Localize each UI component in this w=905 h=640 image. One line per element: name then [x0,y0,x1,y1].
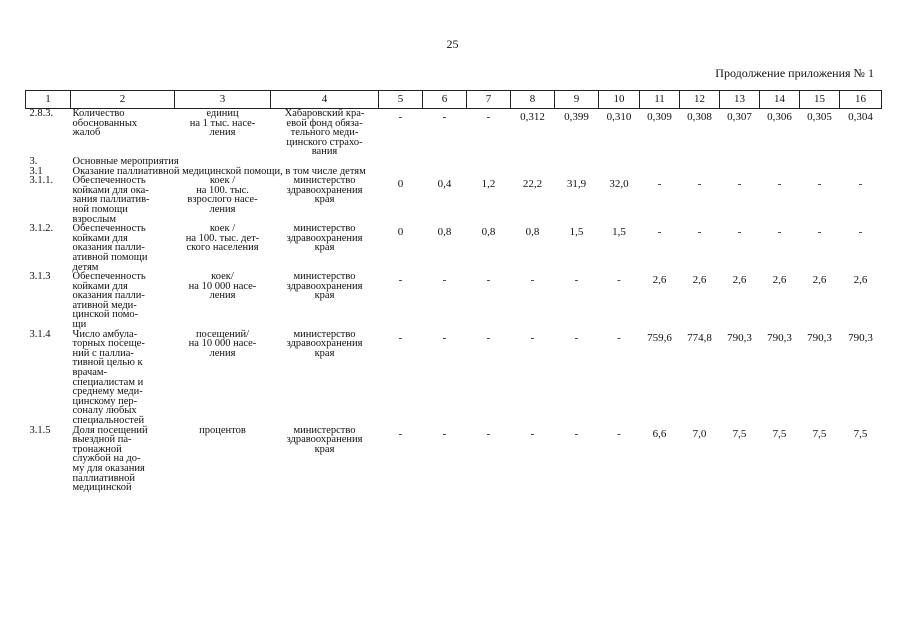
section-number: 3. [29,155,38,167]
table-row [26,176,882,224]
value-cell-col-9: 1,5 [569,226,584,239]
header-cell-12: 12 [680,91,720,109]
value-cell-col-6: - [442,111,447,123]
header-cell-16: 16 [840,91,882,109]
indicator-name: Обеспеченность койками для ока- зания паллиатив- ной помощи взрослым [72,175,150,225]
value-cell-col-15: 790,3 [807,331,832,344]
indicator-name: Обеспеченность койками для оказания палли- ативной помощи детям [72,223,148,273]
value-cell-col-6: - [442,427,447,440]
value-cell-col-12: - [697,226,702,239]
value-cell-col-8: 0,312 [520,111,545,123]
table-row [26,109,882,157]
section-title: Основные мероприятия [72,155,179,167]
unit-of-measure: коек/ на 10 000 насе- ления [188,271,257,302]
value-cell-col-8: - [530,427,535,440]
row-number: 3.1.3 [29,271,51,283]
value-cell-col-7: - [486,427,491,440]
value-cell-col-14: 2,6 [772,274,787,287]
indicators-table [25,90,882,493]
table-row [26,426,882,493]
header-cell-1: 1 [26,91,71,109]
value-cell-col-7: 1,2 [481,178,496,191]
header-cell-6: 6 [423,91,467,109]
header-cell-14: 14 [760,91,800,109]
value-cell-col-12: 2,6 [692,274,707,287]
value-cell-col-6: - [442,274,447,287]
header-cell-2: 2 [71,91,175,109]
unit-of-measure: коек / на 100. тыс. дет- ского населения [185,223,260,254]
value-cell-col-15: 2,6 [812,274,827,287]
value-cell-col-13: - [737,178,742,191]
value-cell-col-13: - [737,226,742,239]
table-header [26,91,882,109]
data-source: министерство здравоохранения края [286,271,363,302]
section-title: Оказание паллиативной медицинской помощи, в том числе детям [72,165,366,177]
value-cell-col-8: - [530,274,535,287]
row-number: 3.1.4 [29,328,51,340]
value-cell-col-7: - [486,111,491,123]
value-cell-col-10: - [617,274,621,287]
value-cell-col-10: - [617,427,621,440]
indicator-name: Число амбула- торных посеще- ний с паллиа- тивной целью к врачам- специалистам и среднему меди- цинскому пер- соналу любых специальностей [72,328,145,426]
indicator-name: Обеспеченность койками для оказания палли- ативной меди- цинской помо- щи [72,271,146,331]
value-cell-col-10: 32,0 [609,178,629,191]
value-cell-col-9: 0,399 [564,111,589,123]
value-cell-col-11: 6,6 [652,427,667,440]
value-cell-col-8: 22,2 [522,178,543,191]
unit-of-measure: единиц на 1 тыс. насе- ления [189,108,256,139]
unit-of-measure: коек / на 100. тыс. взрослого насе- ления [187,175,258,215]
header-cell-5: 5 [379,91,423,109]
value-cell-col-11: 759,6 [647,331,672,344]
value-cell-col-5: - [398,427,403,440]
unit-of-measure: процентов [199,424,246,436]
value-cell-col-11: - [657,178,662,191]
value-cell-col-7: - [486,331,491,344]
value-cell-col-16: 7,5 [853,427,868,440]
value-cell-col-16: - [858,226,863,239]
value-cell-col-15: 0,305 [807,111,832,123]
value-cell-col-5: - [398,274,403,287]
header-cell-7: 7 [467,91,511,109]
data-source: министерство здравоохранения края [286,328,363,359]
section-row [26,167,882,177]
value-cell-col-16: 2,6 [853,274,868,287]
header-cell-9: 9 [555,91,599,109]
value-cell-col-13: 790,3 [727,331,752,344]
value-cell-col-16: - [858,178,863,191]
header-row [26,91,882,109]
value-cell-col-11: - [657,226,662,239]
value-cell-col-12: 0,308 [687,111,712,123]
table-row [26,330,882,426]
indicator-name: Количество обоснованных жалоб [72,108,138,139]
page-number: 25 [446,37,459,51]
value-cell-col-12: 774,8 [687,331,712,344]
value-cell-col-5: 0 [397,178,404,191]
value-cell-col-14: - [777,178,782,191]
row-number: 2.8.3. [29,108,54,119]
value-cell-col-11: 0,309 [647,111,672,123]
header-cell-8: 8 [511,91,555,109]
value-cell-col-5: 0 [397,226,404,239]
value-cell-col-6: - [442,331,447,344]
header-cell-3: 3 [175,91,271,109]
data-source: министерство здравоохранения края [286,424,363,455]
value-cell-col-7: 0,8 [481,226,496,239]
value-cell-col-10: 1,5 [612,226,626,239]
table-body [26,109,882,493]
data-source: министерство здравоохранения края [286,223,363,254]
value-cell-col-9: 31,9 [566,178,587,191]
value-cell-col-14: - [777,226,782,239]
continuation-label: Продолжение приложения № 1 [715,66,874,80]
header-cell-10: 10 [599,91,640,109]
value-cell-col-14: 790,3 [767,331,792,344]
value-cell-col-15: - [817,226,822,239]
unit-of-measure: посещений/ на 10 000 насе- ления [188,328,257,359]
data-source: министерство здравоохранения края [286,175,363,206]
value-cell-col-14: 0,306 [767,111,792,123]
value-cell-col-9: - [574,331,579,344]
value-cell-col-10: - [617,331,621,344]
value-cell-col-13: 2,6 [732,274,747,287]
value-cell-col-8: 0,8 [525,226,540,239]
value-cell-col-12: - [697,178,702,191]
value-cell-col-16: 790,3 [848,331,873,344]
value-cell-col-5: - [398,111,403,123]
value-cell-col-16: 0,304 [848,111,873,123]
value-cell-col-9: - [574,427,579,440]
header-cell-15: 15 [800,91,840,109]
value-cell-col-13: 0,307 [727,111,752,123]
value-cell-col-12: 7,0 [692,427,707,440]
header-cell-4: 4 [271,91,379,109]
data-source: Хабаровский кра- евой фонд обяза- тельного меди- цинского страхо- вания [284,108,365,158]
section-number: 3.1 [29,165,43,177]
value-cell-col-5: - [398,331,403,344]
value-cell-col-15: - [817,178,822,191]
value-cell-col-7: - [486,274,491,287]
row-number: 3.1.1. [29,175,54,187]
table-row [26,224,882,272]
row-number: 3.1.2. [29,223,54,235]
row-number: 3.1.5 [29,424,51,436]
value-cell-col-11: 2,6 [652,274,667,287]
table-row [26,272,882,330]
value-cell-col-15: 7,5 [812,427,827,440]
header-cell-11: 11 [640,91,680,109]
value-cell-col-9: - [574,274,579,287]
header-cell-13: 13 [720,91,760,109]
value-cell-col-6: 0,4 [437,178,452,191]
value-cell-col-6: 0,8 [437,226,452,239]
value-cell-col-8: - [530,331,535,344]
value-cell-col-13: 7,5 [732,427,747,440]
value-cell-col-14: 7,5 [772,427,787,440]
indicator-name: Доля посещений выездной па- тронажной службой на до- му для оказания паллиативной медицинской [72,424,148,494]
value-cell-col-10: 0,310 [606,111,632,123]
